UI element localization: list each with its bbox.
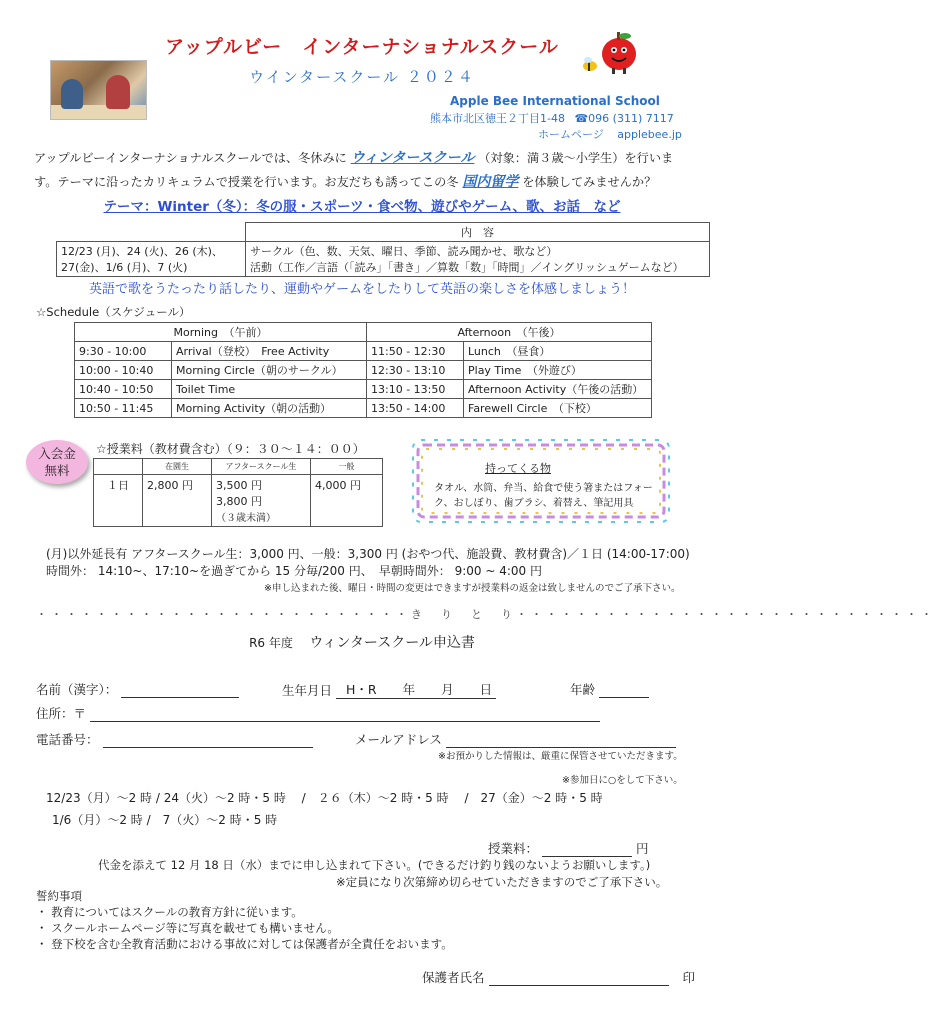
guardian-row — [422, 968, 695, 986]
pledge-item: ・ 教育についてはスクールの教育方針に従います。 — [36, 905, 303, 919]
afternoon-activity: Afternoon Activity（午後の活動） — [464, 380, 652, 399]
content-activity: 活動（工作／言語（「読み」「書き」／算数「数」「時間」／イングリッシュゲームなど） — [250, 261, 684, 274]
morning-header: Morning （午前） — [75, 323, 367, 342]
fee-col-enrolled: 在園生 — [143, 459, 212, 475]
form-year: R6 年度 — [249, 636, 293, 650]
theme-line: テーマ：Winter（冬）：冬の服・スポーツ・食べ物、遊びやゲーム、歌、お話 など — [103, 199, 621, 215]
tuition-row — [488, 839, 649, 857]
intro-highlight-domestic-study: 国内留学 — [462, 174, 519, 190]
days-line-1[interactable]: 12/23（月）～2 時 / 24（火）～2 時・5 時 / ２６（木）～2 時・5 時 / 27（金）～2 時・5 時 — [46, 791, 603, 805]
schedule-label: ☆Schedule（スケジュール） — [36, 305, 191, 319]
email-row — [355, 730, 676, 748]
fee-afterschool-b: 3,800 円 — [216, 495, 262, 508]
bring-items-title: 持ってくる物 — [485, 462, 551, 475]
intro-paragraph — [34, 146, 694, 194]
address-row — [36, 704, 600, 722]
morning-activity: Morning Activity（朝の活動） — [172, 399, 367, 418]
page-subtitle: ウインタースクール ２０２４ — [249, 68, 475, 86]
morning-activity: Toilet Time — [172, 380, 367, 399]
capacity-note: ※定員になり次第締め切らせていただきますのでご了承下さい。 — [336, 875, 668, 889]
cut-line: ・・・・・・・・・・・・・・・・・・・・・・・・・き り と り・・・・・・・・・・・・・・・・・・・・・・・・・・・・ — [36, 608, 936, 621]
morning-time: 10:40 - 10:50 — [75, 380, 172, 399]
table-row — [75, 399, 652, 418]
pledge-section — [36, 888, 453, 952]
morning-time: 10:50 - 11:45 — [75, 399, 172, 418]
birthdate-field[interactable] — [336, 680, 496, 699]
badge-line-2: 無料 — [44, 463, 70, 478]
name-label: 名前（漢字）： — [36, 682, 118, 697]
content-details — [246, 242, 710, 277]
days-line-2[interactable]: 1/6（月）～2 時 / 7（火）～2 時・5 時 — [52, 813, 278, 827]
school-name-en: Apple Bee International School — [450, 94, 660, 108]
age-field[interactable] — [599, 697, 649, 698]
extension-line-1: (月)以外延長有 アフタースクール生：3,000 円、一般：3,300 円 (おやつ代、施設費、教材費含)／１日 (14:00-17:00) — [46, 547, 690, 561]
badge-line-1: 入会金 — [38, 446, 76, 461]
fee-col-afterschool: アフタースクール生 — [212, 459, 311, 475]
extension-line-2: 時間外： 14:10~、17:10~を過ぎてから 15 分毎/200 円、 早朝時間外： 9:00 ~ 4:00 円 — [46, 564, 542, 578]
free-enrollment-badge — [26, 440, 88, 484]
seal-label: 印 — [682, 970, 695, 985]
afternoon-time: 13:50 - 14:00 — [367, 399, 464, 418]
afternoon-time: 13:10 - 13:50 — [367, 380, 464, 399]
school-address — [430, 110, 674, 126]
refund-note: ※申し込まれた後、曜日・時間の変更はできますが授業料の返金は致しませんのでご了承下さい。 — [264, 583, 681, 594]
bring-items-list: タオル、水筒、弁当、給食で使う箸またはフォーク、おしぼり、歯ブラシ、着替え、筆記用具 — [434, 483, 653, 509]
homepage — [538, 126, 682, 142]
homepage-label: ホームページ — [538, 128, 604, 141]
guardian-field[interactable] — [489, 985, 669, 986]
fee-row-label: １日 — [94, 475, 143, 527]
privacy-note: ※お預かりした情報は、厳重に保管させていただきます。 — [438, 751, 683, 762]
fee-afterschool-a: 3,500 円 — [216, 479, 262, 492]
classroom-photo — [50, 60, 147, 120]
table-row — [75, 361, 652, 380]
afternoon-activity: Play Time （外遊び） — [464, 361, 652, 380]
phone-row — [36, 730, 313, 748]
address-text: 熊本市北区徳王２丁目1-48 — [430, 112, 565, 125]
content-circle: サークル（色、数、天気、曜日、季節、読み聞かせ、歌など） — [250, 245, 558, 258]
address-field[interactable] — [90, 721, 600, 722]
day-text: 日 — [479, 682, 493, 697]
homepage-link[interactable]: applebee.jp — [617, 128, 682, 141]
name-row — [36, 680, 239, 698]
age-row — [570, 680, 649, 698]
table-row — [75, 380, 652, 399]
form-title-text: ウィンタースクール申込書 — [309, 635, 475, 651]
month-text: 月 — [441, 682, 454, 697]
intro-text-2: （対象：満３歳～小学生）を行います。テーマに沿ったカリキュラムで授業を行います。お友だちも誘ってこの冬 — [34, 151, 674, 189]
deadline-note: 代金を添えて 12 月 18 日（水）までに申し込まれて下さい。(できるだけ釣り銭のないようお願いします。) — [98, 858, 651, 872]
age-label: 年齢 — [570, 682, 596, 697]
content-header: 内 容 — [246, 223, 710, 242]
afternoon-activity: Farewell Circle （下校） — [464, 399, 652, 418]
birthdate-row — [282, 680, 496, 699]
guardian-label: 保護者氏名 — [422, 970, 485, 985]
tagline: 英語で歌をうたったり話したり、運動やゲームをしたりして英語の楽しさを体感しましょう！ — [88, 282, 635, 297]
mark-note: ※参加日に○をして下さい。 — [562, 775, 683, 786]
pledge-item: ・ 登下校を含む全教育活動における事故に対しては保護者が全責任をおいます。 — [36, 937, 453, 951]
content-table — [56, 222, 710, 277]
bee-mascot-icon — [580, 56, 600, 72]
morning-time: 9:30 - 10:00 — [75, 342, 172, 361]
pledge-item: ・ スクールホームページ等に写真を載せても構いません。 — [36, 921, 339, 935]
pledge-title: 誓約事項 — [36, 889, 82, 903]
birthdate-label: 生年月日 — [282, 683, 333, 698]
tuition-label: 授業料： — [488, 841, 539, 856]
phone-field[interactable] — [103, 747, 313, 748]
fee-afterschool-note: （３歳未満） — [216, 513, 276, 524]
year-text: 年 — [402, 682, 416, 697]
schedule-table — [74, 322, 652, 418]
intro-text-1: アップルビーインターナショナルスクールでは、冬休みに — [34, 151, 347, 165]
phone-label: 電話番号： — [36, 732, 99, 747]
fee-afterschool — [212, 475, 311, 527]
fee-label: ☆授業料（教材費含む）（９：３０～１４：００） — [96, 442, 365, 456]
afternoon-time: 12:30 - 13:10 — [367, 361, 464, 380]
fee-general: 4,000 円 — [311, 475, 383, 527]
afternoon-time: 11:50 - 12:30 — [367, 342, 464, 361]
address-label: 住所：〒 — [36, 706, 87, 721]
afternoon-activity: Lunch （昼食） — [464, 342, 652, 361]
morning-activity: Morning Circle（朝のサークル） — [172, 361, 367, 380]
page-title: アップルビー インターナショナルスクール — [165, 36, 559, 58]
phone-text: ☎096 (311) 7117 — [574, 112, 674, 125]
afternoon-header: Afternoon （午後） — [367, 323, 652, 342]
intro-text-3: を体験してみませんか？ — [522, 175, 657, 189]
fee-table — [93, 458, 383, 527]
intro-highlight-winter-school: ウィンタースクール — [350, 150, 475, 166]
morning-time: 10:00 - 10:40 — [75, 361, 172, 380]
table-row — [75, 342, 652, 361]
yen-label: 円 — [635, 841, 649, 856]
email-label: メールアドレス — [355, 732, 442, 747]
name-field[interactable] — [121, 697, 239, 698]
fee-enrolled: 2,800 円 — [143, 475, 212, 527]
fee-col-general: 一般 — [311, 459, 383, 475]
content-dates: 12/23 (月)、24 (火)、26 (木)、27(金)、1/6 (月)、7 (火) — [57, 242, 246, 277]
form-title — [0, 632, 724, 652]
morning-activity: Arrival（登校） Free Activity — [172, 342, 367, 361]
era-text: H・R — [346, 682, 377, 697]
